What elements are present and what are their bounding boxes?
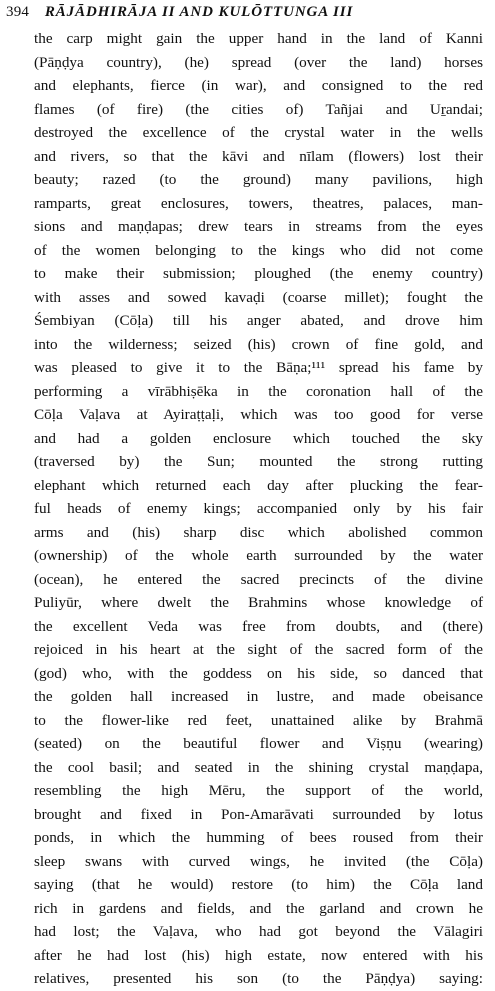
text-line: rejoiced in his heart at the sight of the sacred form of the xyxy=(34,641,483,658)
text-line: relatives, presented his son (to the Pāṇḍya) saying: xyxy=(34,970,483,987)
text-line: of the women belonging to the kings who did not come xyxy=(34,241,483,259)
text-line: destroyed the excellence of the crystal water in the wells xyxy=(34,124,483,141)
text-line: (god) who, with the goddess on his side, so danced that xyxy=(34,664,483,682)
text-line: saying (that he would) restore (to him) the Cōḷa land xyxy=(34,876,483,893)
text-line: to the flower-like red feet, unattained alike by Brahmā xyxy=(34,711,483,729)
text-line: (ocean), he entered the sacred precincts of the divine xyxy=(34,570,483,588)
text-line: resembling the high Mēru, the support of the world, xyxy=(34,782,483,799)
text-line: sleep swans with curved wings, he invited (the Cōḷa) xyxy=(34,852,483,870)
text-line: the cool basil; and seated in the shining crystal maṇḍapa, xyxy=(34,758,483,776)
text-line: (Pāṇḍya country), (he) spread (over the land) horses xyxy=(34,53,483,71)
text-line: ponds, in which the humming of bees roused from their xyxy=(34,829,483,846)
text-line: was pleased to give it to the Bāṇa;¹¹¹ spread his fame by xyxy=(34,359,483,376)
text-line: the carp might gain the upper hand in the land of Kanni xyxy=(34,30,483,47)
text-line: brought and fixed in Pon-Amarāvati surrounded by lotus xyxy=(34,805,483,823)
text-line: arms and (his) sharp disc which abolished common xyxy=(34,523,483,541)
text-line: sions and maṇḍapas; drew tears in streams from the eyes xyxy=(34,218,483,235)
text-line: (ownership) of the whole earth surrounded by the water xyxy=(34,547,483,564)
text-line: Cōḷa Vaḷava at Ayiraṭṭaḷi, which was too good for verse xyxy=(34,406,483,423)
page-number: 394 xyxy=(6,4,30,20)
text-line: into the wilderness; seized (his) crown of fine gold, and xyxy=(34,335,483,353)
text-line: performing a vīrābhiṣēka in the coronation hall of the xyxy=(34,382,483,400)
text-line: rich in gardens and fields, and the garland and crown he xyxy=(34,899,483,917)
text-line: to make their submission; ploughed (the enemy country) xyxy=(34,265,483,282)
text-line: and elephants, fierce (in war), and consigned to the red xyxy=(34,77,483,94)
running-title: RĀJĀDHIRĀJA II AND KULŌTTUNGA III xyxy=(44,4,354,20)
text-line: (seated) on the beautiful flower and Viṣṇu (wearing) xyxy=(34,735,483,752)
text-line: flames (of fire) (the cities of) Tañjai and Uṟandai; xyxy=(34,100,483,118)
text-line: the excellent Veda was free from doubts, and (there) xyxy=(34,617,483,635)
text-line: beauty; razed (to the ground) many pavilions, high xyxy=(34,171,483,188)
text-line: (traversed by) the Sun; mounted the strong rutting xyxy=(34,453,483,470)
text-line: the golden hall increased in lustre, and made obeisance xyxy=(34,688,483,705)
text-line: ramparts, great enclosures, towers, theatres, palaces, man- xyxy=(34,194,483,212)
text-line: and had a golden enclosure which touched the sky xyxy=(34,429,483,447)
text-line: after he had lost (his) high estate, now entered with his xyxy=(34,946,483,964)
text-line: Puliyūr, where dwelt the Brahmins whose knowledge of xyxy=(34,594,483,611)
text-line: and rivers, so that the kāvi and nīlam (flowers) lost their xyxy=(34,147,483,165)
text-line: had lost; the Vaḷava, who had got beyond the Vālagiri xyxy=(34,923,483,940)
body-paragraph xyxy=(34,27,483,991)
text-line: elephant which returned each day after plucking the fear- xyxy=(34,476,483,494)
text-line: with asses and sowed kavaḍi (coarse millet); fought the xyxy=(34,288,483,306)
text-line: Śembiyan (Cōḷa) till his anger abated, and drove him xyxy=(34,312,483,329)
page-header xyxy=(6,2,489,22)
text-line: ful heads of enemy kings; accompanied only by his fair xyxy=(34,500,483,517)
